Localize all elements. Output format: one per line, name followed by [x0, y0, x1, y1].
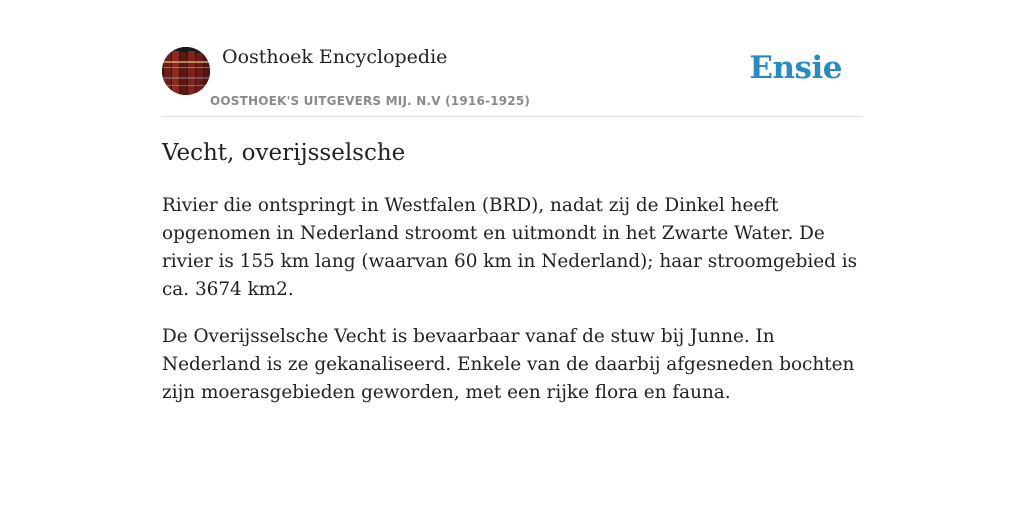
ensie-logo[interactable]: Ensie — [749, 50, 842, 86]
source-name[interactable]: Oosthoek Encyclopedie — [222, 46, 448, 68]
article-paragraph: De Overijsselsche Vecht is bevaarbaar vanaf de stuw bij Junne. In Nederland is ze gekanaliseerd. Enkele van de daarbij afgesneden bochten zijn moerasgebieden geworden, met een rijke flora en fauna. — [162, 326, 855, 403]
article-body — [162, 192, 862, 426]
source-avatar[interactable] — [162, 47, 210, 95]
article-paragraph: Rivier die ontspringt in Westfalen (BRD), nadat zij de Dinkel heeft opgenomen in Nederland stroomt en uitmondt in het Zwarte Water. De rivier is 155 km lang (waarvan 60 km in Nederland); haar stroomgebied is ca. 3674 km2. — [162, 195, 858, 300]
book-spines-icon — [162, 47, 210, 95]
article-title: Vecht, overijsselsche — [162, 140, 406, 166]
source-subtitle: OOSTHOEK'S UITGEVERS MIJ. N.V (1916-1925) — [210, 94, 531, 108]
source-header — [162, 46, 862, 117]
